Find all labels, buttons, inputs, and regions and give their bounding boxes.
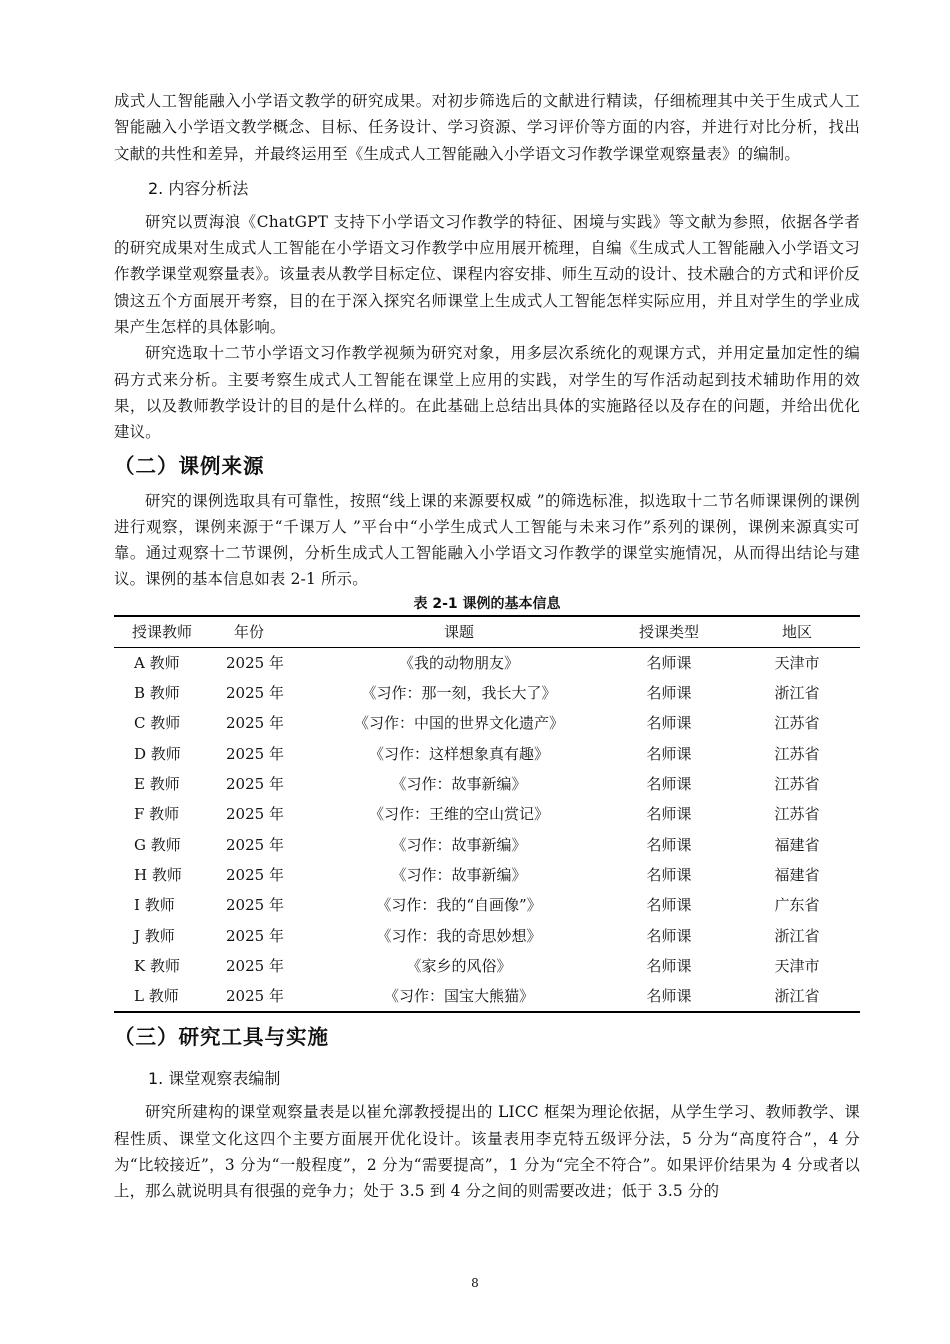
cell-year: 2025 年 xyxy=(226,684,284,703)
table-row xyxy=(114,920,860,950)
cell-teacher: E 教师 xyxy=(134,775,180,794)
table-caption: 表 2-1 课例的基本信息 xyxy=(413,595,561,612)
cell-teacher: D 教师 xyxy=(134,744,181,763)
cell-title: 《习作：这样想象真有趣》 xyxy=(368,744,549,763)
cell-type: 名师课 xyxy=(646,805,692,824)
cell-region: 天津市 xyxy=(774,956,820,975)
cell-teacher: B 教师 xyxy=(134,684,180,703)
cell-type: 名师课 xyxy=(646,835,692,854)
heading-observation-form: 1. 课堂观察表编制 xyxy=(148,1069,281,1089)
table-row xyxy=(114,890,860,920)
table-row xyxy=(114,647,860,678)
cell-year: 2025 年 xyxy=(226,775,284,794)
cell-region: 江苏省 xyxy=(774,775,820,794)
cell-type: 名师课 xyxy=(646,714,692,733)
cell-year: 2025 年 xyxy=(226,926,284,945)
table-row xyxy=(114,860,860,890)
cell-region: 江苏省 xyxy=(774,714,820,733)
table-row xyxy=(114,951,860,981)
cell-teacher: F 教师 xyxy=(134,805,180,824)
cell-title: 《习作：故事新编》 xyxy=(391,865,527,884)
column-header-teacher: 授课教师 xyxy=(114,616,214,648)
table-row xyxy=(114,981,860,1012)
cell-title: 《习作：故事新编》 xyxy=(391,835,527,854)
cell-type: 名师课 xyxy=(646,987,692,1006)
table-row xyxy=(114,678,860,708)
cell-title: 《习作：国宝大熊猫》 xyxy=(383,987,534,1006)
cell-year: 2025 年 xyxy=(226,896,284,915)
paragraph-content-analysis-1: 研究以贾海浪《ChatGPT 支持下小学语文习作教学的特征、困境与实践》等文献为参照，依据各学者的研究成果对生成式人工智能在小学语文习作教学中应用展开梳理，自编《生成式人工智能融入小学语文习作教学课堂观察量表》。该量表从教学目标定位、课程内容安排、师生互动的设计、技术融合的方式和评价反馈这五个方面展开考察，目的在于深入探究名师课堂上生成式人工智能怎样实际应用，并且对学生的学业成果产生怎样的具体影响。 xyxy=(114,212,860,337)
cell-title: 《习作：故事新编》 xyxy=(391,775,527,794)
cell-title: 《习作：中国的世界文化遗产》 xyxy=(353,714,564,733)
cell-type: 名师课 xyxy=(646,744,692,763)
cell-teacher: H 教师 xyxy=(134,865,182,884)
cell-teacher: A 教师 xyxy=(134,653,180,672)
heading-research-tools: （三）研究工具与实施 xyxy=(114,1025,329,1050)
cell-title: 《我的动物朋友》 xyxy=(398,653,519,672)
cell-year: 2025 年 xyxy=(226,987,284,1006)
cell-year: 2025 年 xyxy=(226,714,284,733)
cell-teacher: C 教师 xyxy=(134,714,181,733)
table-row xyxy=(114,708,860,738)
cell-teacher: L 教师 xyxy=(134,987,179,1006)
table-row xyxy=(114,769,860,799)
cell-title: 《习作：我的奇思妙想》 xyxy=(376,926,542,945)
cell-teacher: K 教师 xyxy=(134,956,180,975)
cell-type: 名师课 xyxy=(646,956,692,975)
cell-teacher: J 教师 xyxy=(134,926,175,945)
page-body xyxy=(114,88,860,1205)
cell-region: 江苏省 xyxy=(774,744,820,763)
column-header-year: 年份 xyxy=(214,616,314,648)
cell-year: 2025 年 xyxy=(226,653,284,672)
cell-title: 《习作：那一刻，我长大了》 xyxy=(361,684,557,703)
cell-year: 2025 年 xyxy=(226,956,284,975)
cell-year: 2025 年 xyxy=(226,744,284,763)
cell-title: 《家乡的风俗》 xyxy=(406,956,512,975)
table-row xyxy=(114,830,860,860)
column-header-type: 授课类型 xyxy=(604,616,734,648)
table-body xyxy=(114,647,860,1012)
cell-type: 名师课 xyxy=(646,653,692,672)
cell-region: 福建省 xyxy=(774,865,820,884)
paragraph-literature-method-continued: 成式人工智能融入小学语文教学的研究成果。对初步筛选后的文献进行精读，仔细梳理其中关于生成式人工智能融入小学语文教学概念、目标、任务设计、学习资源、学习评价等方面的内容，并进行对比分析，找出文献的共性和差异，并最终运用至《生成式人工智能融入小学语文习作教学课堂观察量表》的编制。 xyxy=(114,92,860,163)
paragraph-content-analysis-2: 研究选取十二节小学语文习作教学视频为研究对象，用多层次系统化的观课方式，并用定量加定性的编码方式来分析。主要考察生成式人工智能在课堂上应用的实践，对学生的写作活动起到技术辅助作用的效果，以及教师教学设计的目的是什么样的。在此基础上总结出具体的实施路径以及存在的问题，并给出优化建议。 xyxy=(114,344,860,442)
paragraph-case-source: 研究的课例选取具有可靠性，按照“线上课的来源要权威 ”的筛选标准，拟选取十二节名师课课例的课例进行观察，课例来源于“千课万人 ”平台中“小学生成式人工智能与未来习作”系列的课例，课例来源真实可靠。通过观察十二节课例，分析生成式人工智能融入小学语文习作教学的课堂实施情况，从而得出结论与建议。课例的基本信息如表 2-1 所示。 xyxy=(114,491,860,589)
table-row xyxy=(114,799,860,829)
cell-region: 江苏省 xyxy=(774,805,820,824)
cell-type: 名师课 xyxy=(646,865,692,884)
cell-teacher: G 教师 xyxy=(134,835,181,854)
cell-year: 2025 年 xyxy=(226,865,284,884)
cell-title: 《习作：我的“自画像”》 xyxy=(376,896,542,915)
cell-type: 名师课 xyxy=(646,684,692,703)
cell-type: 名师课 xyxy=(646,926,692,945)
table-header-row xyxy=(114,616,860,648)
cell-year: 2025 年 xyxy=(226,835,284,854)
case-info-table xyxy=(114,615,860,1014)
cell-region: 浙江省 xyxy=(774,926,820,945)
cell-region: 浙江省 xyxy=(774,987,820,1006)
cell-region: 福建省 xyxy=(774,835,820,854)
heading-case-source: （二）课例来源 xyxy=(114,453,265,478)
cell-title: 《习作：王维的空山赏记》 xyxy=(368,805,549,824)
cell-type: 名师课 xyxy=(646,775,692,794)
paragraph-observation-form: 研究所建构的课堂观察量表是以崔允漷教授提出的 LICC 框架为理论依据，从学生学习、教师教学、课程性质、课堂文化这四个主要方面展开优化设计。该量表用李克特五级评分法，5 分为“高度符合”，4 分为“比较接近”，3 分为“一般程度”，2 分为“需要提高”，1 分为“完全不符合”。如果评价结果为 4 分或者以上，那么就说明具有很强的竞争力；处于 3.5 到 4 分之间的则需要改进；低于 3.5 分的 xyxy=(114,1103,860,1201)
cell-region: 广东省 xyxy=(774,896,820,915)
cell-teacher: I 教师 xyxy=(134,896,175,915)
cell-type: 名师课 xyxy=(646,896,692,915)
cell-region: 天津市 xyxy=(774,653,820,672)
cell-region: 浙江省 xyxy=(774,684,820,703)
table-row xyxy=(114,739,860,769)
column-header-region: 地区 xyxy=(734,616,860,648)
heading-content-analysis: 2. 内容分析法 xyxy=(148,178,249,198)
page-number: 8 xyxy=(471,1276,479,1290)
cell-year: 2025 年 xyxy=(226,805,284,824)
column-header-title: 课题 xyxy=(314,616,604,648)
